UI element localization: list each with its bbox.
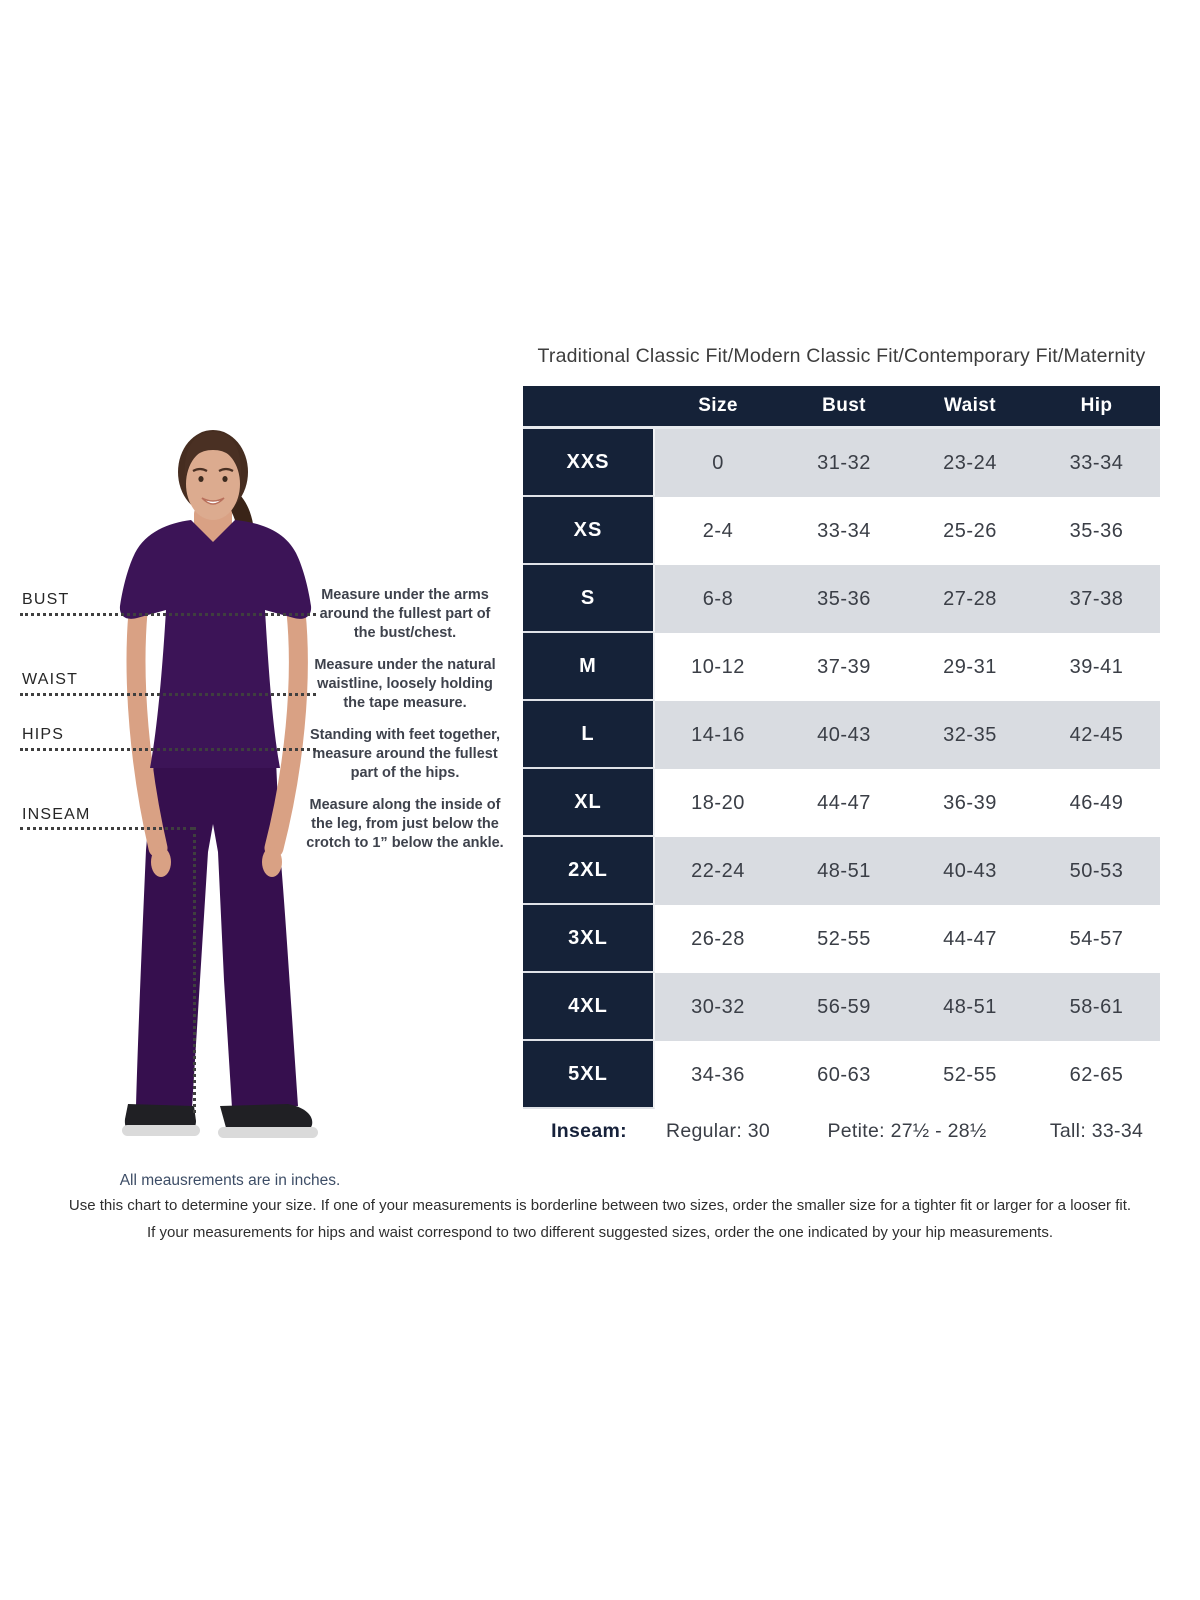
cell-size: 22-24 (691, 859, 745, 882)
table-row (523, 769, 1160, 837)
cell-waist: 25-26 (943, 519, 997, 542)
waist-instruction: Measure under the natural waistline, loosely holding the tape measure. (314, 657, 496, 711)
bust-instruction: Measure under the arms around the fullest part of the bust/chest. (319, 587, 491, 641)
cell-hip: 35-36 (1069, 519, 1124, 542)
cell-hip: 39-41 (1069, 655, 1124, 678)
table-row (523, 973, 1160, 1041)
cell-size: 10-12 (691, 655, 745, 678)
hips-instruction: Standing with feet together, measure around the fullest part of the hips. (309, 727, 501, 781)
cell-hip: 62-65 (1069, 1063, 1124, 1086)
cell-waist: 29-31 (943, 655, 997, 678)
measure-label-inseam: INSEAM (22, 806, 91, 823)
cell-bust: 48-51 (817, 859, 871, 882)
inseam-vertical-dotted-line (193, 827, 196, 1113)
inseam-dotted-line (20, 827, 193, 830)
row-label: 4XL (523, 973, 655, 1041)
footer-note-line2: If your measurements for hips and waist correspond to two different suggested sizes, order the one indicated by your hip measurements. (146, 1224, 1054, 1241)
cell-hip: 54-57 (1069, 927, 1124, 950)
measure-label-hips: HIPS (22, 726, 65, 743)
cell-bust: 52-55 (817, 927, 871, 950)
table-header-row (523, 386, 1160, 429)
cell-size: 34-36 (691, 1063, 745, 1086)
cell-hip: 42-45 (1069, 723, 1124, 746)
cell-size: 18-20 (691, 791, 745, 814)
row-label: M (523, 633, 655, 701)
table-row (523, 497, 1160, 565)
table-row (523, 565, 1160, 633)
cell-hip: 37-38 (1069, 587, 1124, 610)
cell-size: 2-4 (702, 519, 734, 542)
chart-title: Traditional Classic Fit/Modern Classic Fit/Contemporary Fit/Maternity (537, 345, 1146, 367)
cell-size: 14-16 (691, 723, 745, 746)
units-caption: All meausrements are in inches. (119, 1172, 341, 1189)
cell-waist: 44-47 (943, 927, 997, 950)
cell-size: 6-8 (702, 587, 734, 610)
cell-hip: 50-53 (1069, 859, 1124, 882)
cell-hip: 58-61 (1069, 995, 1124, 1018)
footer-note-line1: Use this chart to determine your size. If one of your measurements is borderline between two sizes, order the smaller size for a tighter fit or larger for a looser fit. (68, 1197, 1132, 1214)
row-label: XL (523, 769, 655, 837)
cell-waist: 48-51 (943, 995, 997, 1018)
cell-bust: 44-47 (817, 791, 871, 814)
cell-size: 0 (712, 451, 724, 474)
cell-bust: 31-32 (817, 451, 871, 474)
cell-waist: 36-39 (943, 791, 997, 814)
inseam-regular: Regular: 30 (665, 1119, 771, 1142)
cell-waist: 52-55 (943, 1063, 997, 1086)
row-label: 3XL (523, 905, 655, 973)
cell-waist: 32-35 (943, 723, 997, 746)
header-size: Size (698, 395, 738, 416)
inseam-label: Inseam: (551, 1119, 627, 1142)
size-table (523, 386, 1160, 1153)
cell-waist: 27-28 (943, 587, 997, 610)
inseam-petite: Petite: 27½ - 28½ (827, 1119, 987, 1142)
table-row (523, 1041, 1160, 1109)
cell-bust: 40-43 (817, 723, 871, 746)
cell-bust: 60-63 (817, 1063, 871, 1086)
inseam-instruction: Measure along the inside of the leg, from just below the crotch to 1” below the ankle. (306, 797, 504, 851)
table-row (523, 429, 1160, 497)
table-row (523, 837, 1160, 905)
inseam-row (523, 1109, 1160, 1153)
inseam-tall: Tall: 33-34 (1049, 1119, 1144, 1142)
row-label: XS (523, 497, 655, 565)
cell-waist: 23-24 (943, 451, 997, 474)
measure-label-bust: BUST (22, 591, 70, 608)
cell-bust: 35-36 (817, 587, 871, 610)
cell-bust: 33-34 (817, 519, 871, 542)
measure-label-waist: WAIST (22, 671, 79, 688)
row-label: XXS (523, 429, 655, 497)
cell-size: 30-32 (691, 995, 745, 1018)
cell-hip: 33-34 (1069, 451, 1124, 474)
cell-hip: 46-49 (1069, 791, 1124, 814)
table-row (523, 905, 1160, 973)
cell-size: 26-28 (691, 927, 745, 950)
row-label: 2XL (523, 837, 655, 905)
row-label: S (523, 565, 655, 633)
row-label: L (523, 701, 655, 769)
waist-dotted-line (20, 693, 316, 696)
row-label: 5XL (523, 1041, 655, 1109)
header-waist: Waist (944, 395, 996, 416)
header-corner-cell (523, 386, 655, 426)
hips-dotted-line (20, 748, 316, 751)
header-hip: Hip (1080, 395, 1113, 416)
table-row (523, 633, 1160, 701)
bust-dotted-line (20, 613, 316, 616)
cell-bust: 37-39 (817, 655, 871, 678)
table-row (523, 701, 1160, 769)
cell-bust: 56-59 (817, 995, 871, 1018)
header-bust: Bust (822, 395, 866, 416)
cell-waist: 40-43 (943, 859, 997, 882)
